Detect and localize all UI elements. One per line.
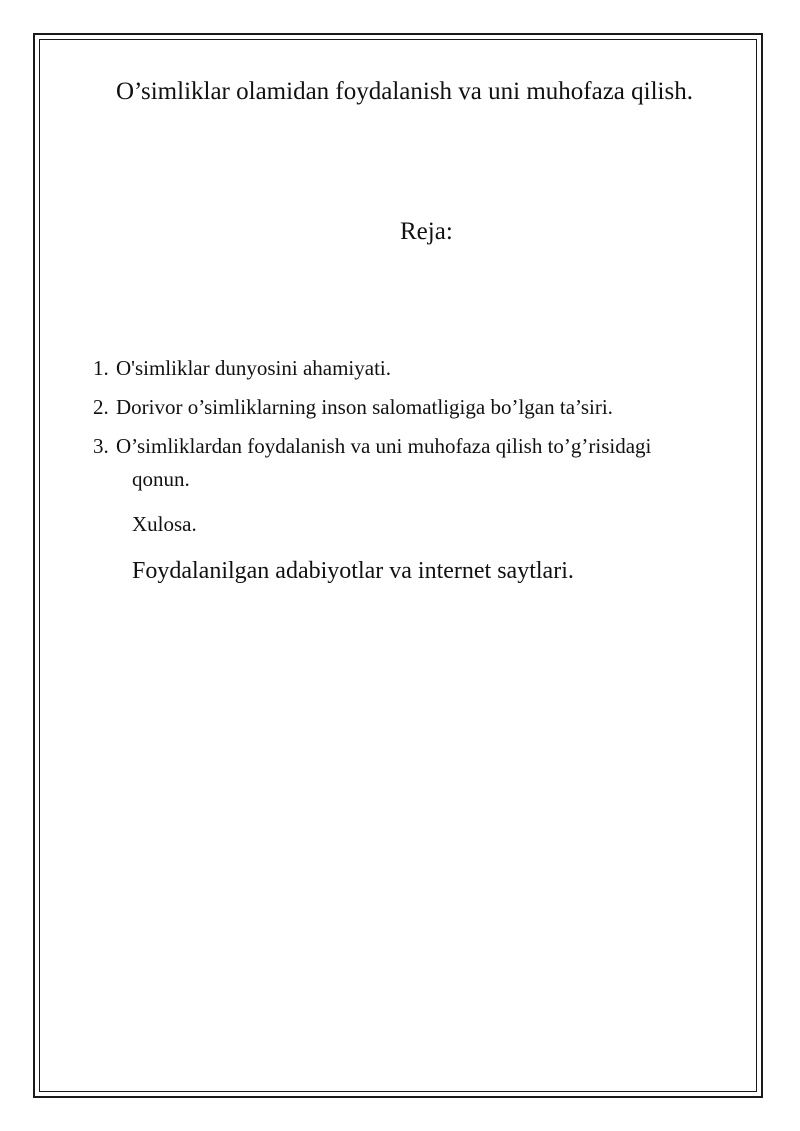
plan-item-number: 1. [93,356,109,380]
plan-item-number: 3. [93,434,109,458]
plan-item-text: O'simliklar dunyosini ahamiyati. [116,356,391,380]
plan-item-2 [93,391,753,424]
plan-item-continuation: qonun. [132,467,190,491]
plan-item-3 [93,430,753,496]
plan-item-1 [93,352,753,385]
plan-item-number: 2. [93,395,109,419]
conclusion-line: Xulosa. [132,512,197,536]
references-line: Foydalanilgan adabiyotlar va internet saytlari. [132,558,574,584]
document-title: O’simliklar olamidan foydalanish va uni muhofaza qilish. [116,78,693,105]
plan-item-text: O’simliklardan foydalanish va uni muhofaza qilish to’g’risidagi [116,434,652,458]
plan-list [93,352,753,502]
plan-heading: Reja: [400,218,453,245]
plan-item-text-block [116,430,753,496]
plan-item-text: Dorivor o’simliklarning inson salomatligiga bo’lgan ta’siri. [116,395,613,419]
